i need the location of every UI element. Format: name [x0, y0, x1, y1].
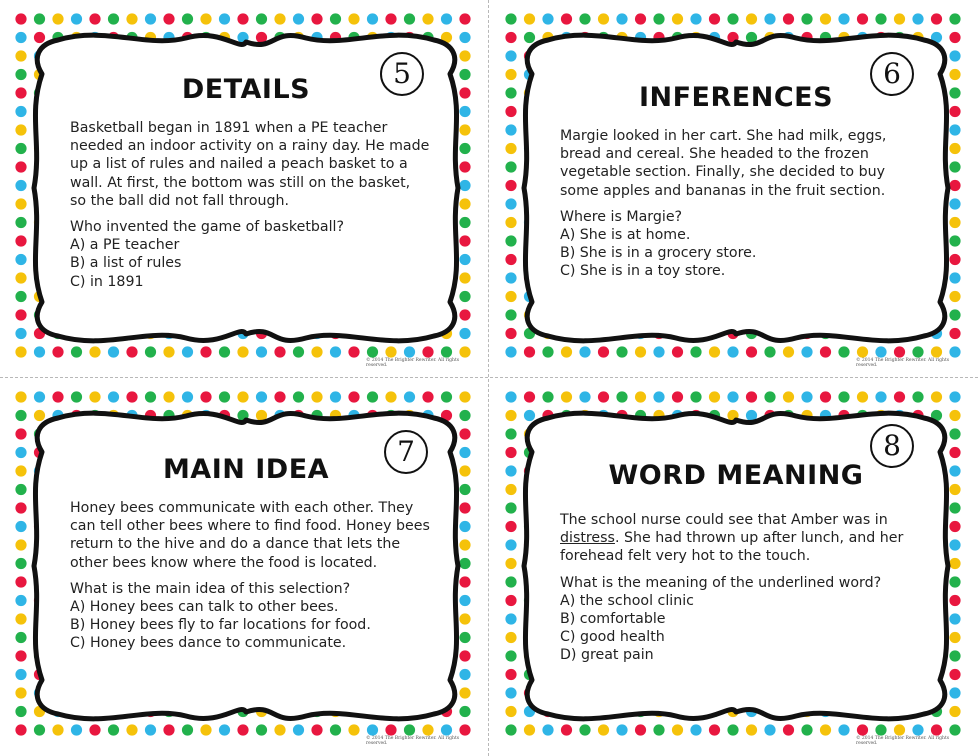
passage: Basketball began in 1891 when a PE teacher needed an indoor activity on a rainy day. He made up a list of rules and nailed a peach basket to a wall. At first, the bottom was still on the basket, so the ball did not fall through. — [70, 120, 430, 209]
horizontal-cut-line — [0, 377, 978, 378]
answer-option: D) great pain — [560, 647, 654, 664]
card-number-badge: 5 — [380, 52, 424, 96]
passage: The school nurse could see that Amber was in distress. She had thrown up after lunch, and her forehead felt very hot to the touch. — [560, 512, 904, 565]
passage: Honey bees communicate with each other. They can tell other bees where to find food. Honey bees return to the hive and do a dance that lets the other bees know where the food is located. — [70, 500, 430, 571]
answer-option: C) good health — [560, 629, 665, 646]
answer-option: B) She is in a grocery store. — [560, 245, 757, 262]
card-title: WORD MEANING — [608, 460, 864, 491]
card-text — [70, 499, 430, 653]
task-card-details — [14, 12, 478, 368]
card-text — [70, 119, 430, 291]
card-title: INFERENCES — [638, 82, 834, 113]
answer-option: B) Honey bees fly to far locations for food. — [70, 617, 371, 634]
passage: Margie looked in her cart. She had milk, eggs, bread and cereal. She headed to the frozen vegetable section. Finally, she decided to buy some apples and bananas in the fruit section. — [560, 128, 887, 199]
question: What is the main idea of this selection? — [70, 580, 351, 597]
card-text — [560, 127, 920, 281]
answer-option: B) comfortable — [560, 611, 666, 628]
answer-option: C) Honey bees dance to communicate. — [70, 635, 347, 652]
copyright-note: © 2014 The Brighter Rewriter. All rights reserved. — [366, 736, 460, 746]
task-card-inferences — [504, 12, 968, 368]
card-title: DETAILS — [181, 74, 311, 105]
vertical-cut-line — [488, 0, 489, 756]
card-number-badge: 8 — [870, 424, 914, 468]
answer-option: A) the school clinic — [560, 592, 694, 609]
card-title: MAIN IDEA — [162, 454, 330, 485]
task-card-word-meaning — [504, 390, 968, 746]
card-number-badge: 6 — [870, 52, 914, 96]
task-card-main-idea — [14, 390, 478, 746]
answer-option: A) She is at home. — [560, 227, 691, 244]
card-text — [560, 511, 920, 665]
card-number-badge: 7 — [384, 430, 428, 474]
answer-option: B) a list of rules — [70, 255, 182, 272]
question: Who invented the game of basketball? — [70, 219, 345, 236]
underlined-word: distress — [560, 530, 615, 547]
question: Where is Margie? — [560, 208, 683, 225]
answer-option: C) She is in a toy store. — [560, 263, 726, 280]
copyright-note: © 2014 The Brighter Rewriter. All rights reserved. — [366, 358, 460, 368]
answer-option: A) Honey bees can talk to other bees. — [70, 599, 339, 616]
answer-option: C) in 1891 — [70, 273, 144, 290]
copyright-note: © 2014 The Brighter Rewriter. All rights reserved. — [856, 736, 950, 746]
answer-option: A) a PE teacher — [70, 237, 180, 254]
question: What is the meaning of the underlined word? — [560, 574, 882, 591]
copyright-note: © 2014 The Brighter Rewriter. All rights reserved. — [856, 358, 950, 368]
